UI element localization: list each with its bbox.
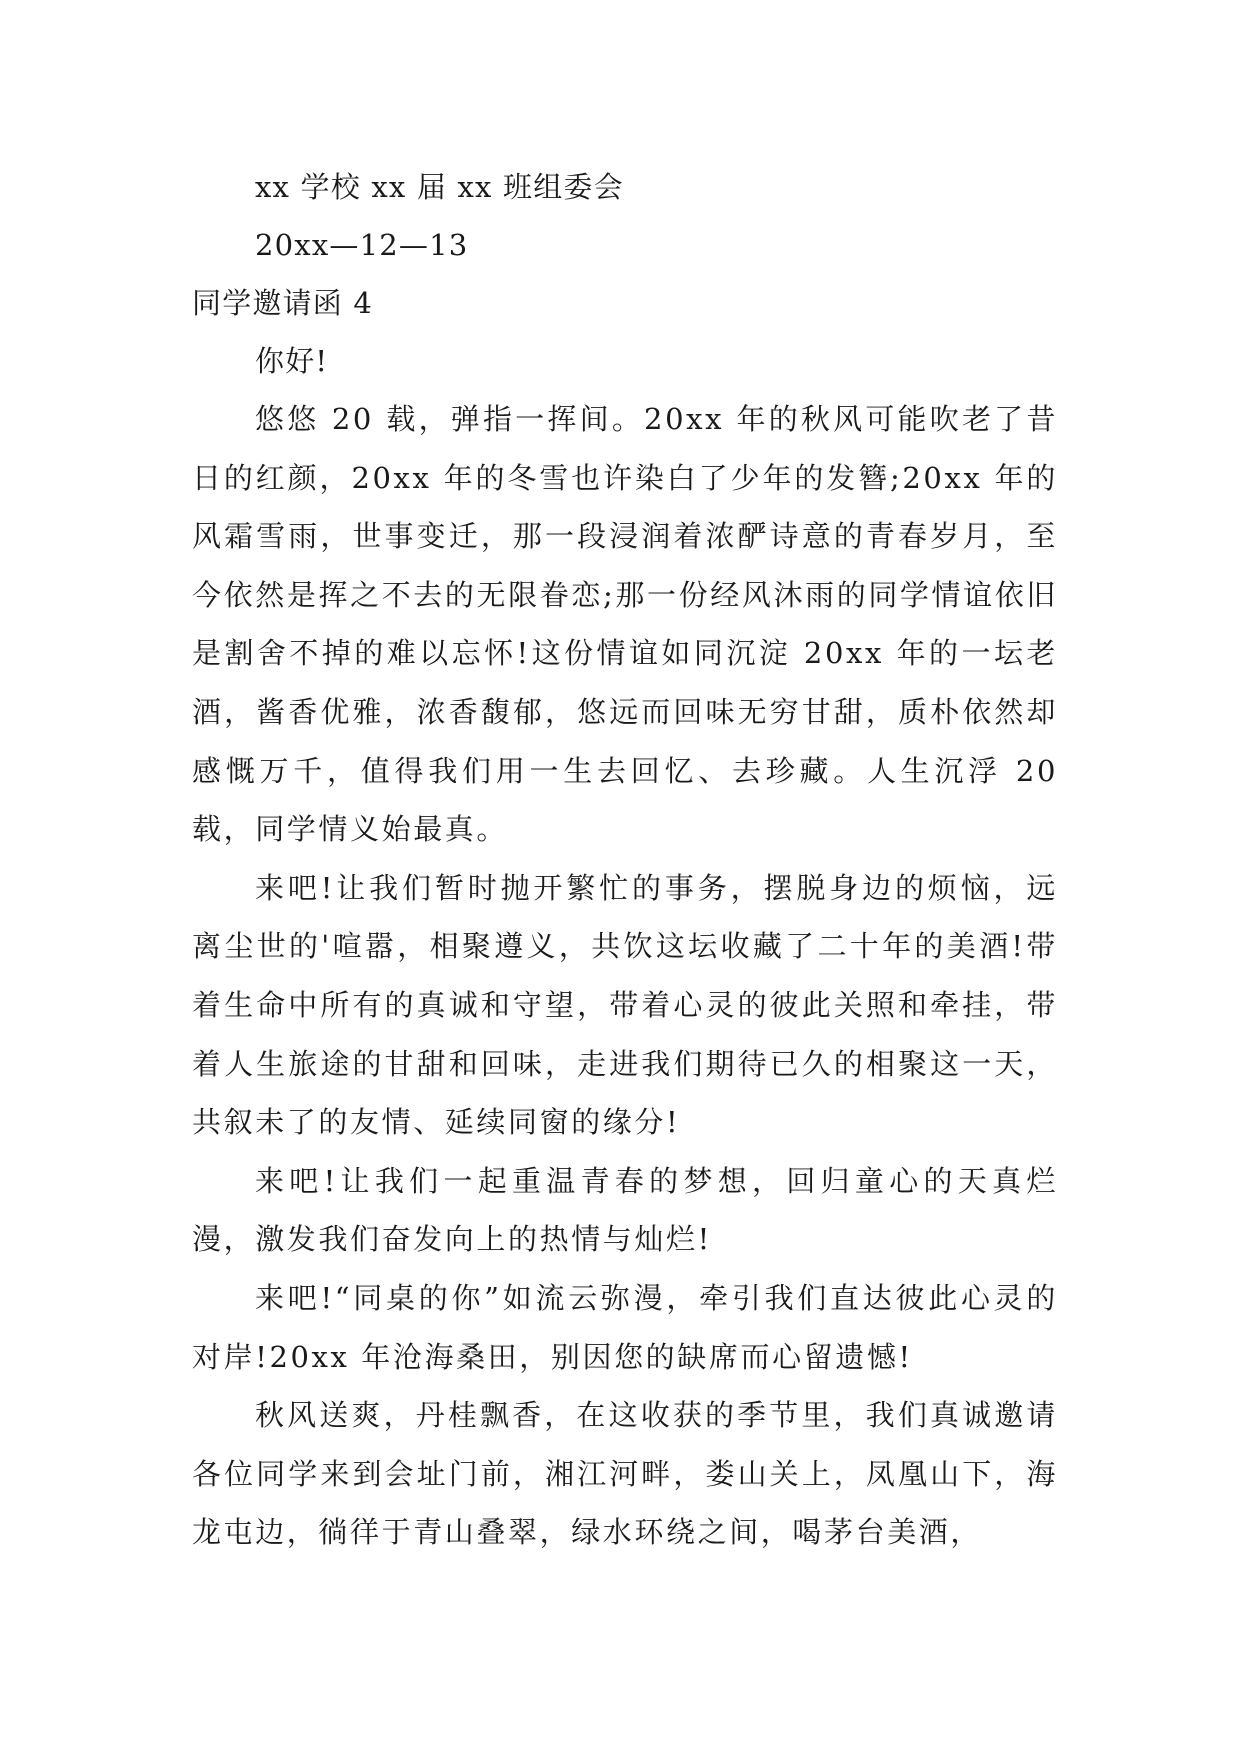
- body-paragraph-4: 来吧!“同桌的你”如流云弥漫，牵引我们直达彼此心灵的对岸!20xx 年沧海桑田，别因您的缺席而心留遗憾!: [192, 1280, 1058, 1374]
- signature-date: 20xx—12—13: [255, 228, 469, 262]
- document-content: [192, 158, 1058, 1562]
- organizer-signature: xx 学校 xx 届 xx 班组委会: [255, 170, 624, 204]
- body-paragraph-1: 悠悠 20 载，弹指一挥间。20xx 年的秋风可能吹老了昔日的红颜，20xx 年的冬雪也许染白了少年的发簪;20xx 年的风霜雪雨，世事变迁，那一段浸润着浓酽诗意的青春岁月，至今依然是挥之不去的无限眷恋;那一份经风沐雨的同学情谊依旧是割舍不掉的难以忘怀!这份情谊如同沉淀 20xx 年的一坛老酒，酱香优雅，浓香馥郁，悠远而回味无穷甘甜，质朴依然却感慨万千，值得我们用一生去回忆、去珍藏。人生沉浮 20 载，同学情义始最真。: [192, 402, 1058, 847]
- letter-title: 同学邀请函 4: [192, 286, 374, 320]
- body-paragraph-5: 秋风送爽，丹桂飘香，在这收获的季节里，我们真诚邀请各位同学来到会址门前，湘江河畔，娄山关上，凤凰山下，海龙屯边，徜徉于青山叠翠，绿水环绕之间，喝茅台美酒，: [192, 1398, 1058, 1550]
- body-paragraph-2: 来吧!让我们暂时抛开繁忙的事务，摆脱身边的烦恼，远离尘世的'喧嚣，相聚遵义，共饮这坛收藏了二十年的美酒!带着生命中所有的真诚和守望，带着心灵的彼此关照和牵挂，带着人生旅途的甘甜和回味，走进我们期待已久的相聚这一天，共叙未了的友情、延续同窗的缘分!: [192, 870, 1058, 1140]
- body-paragraph-3: 来吧!让我们一起重温青春的梦想，回归童心的天真烂漫，激发我们奋发向上的热情与灿烂!: [192, 1163, 1058, 1257]
- letter-greeting: 你好!: [255, 344, 329, 378]
